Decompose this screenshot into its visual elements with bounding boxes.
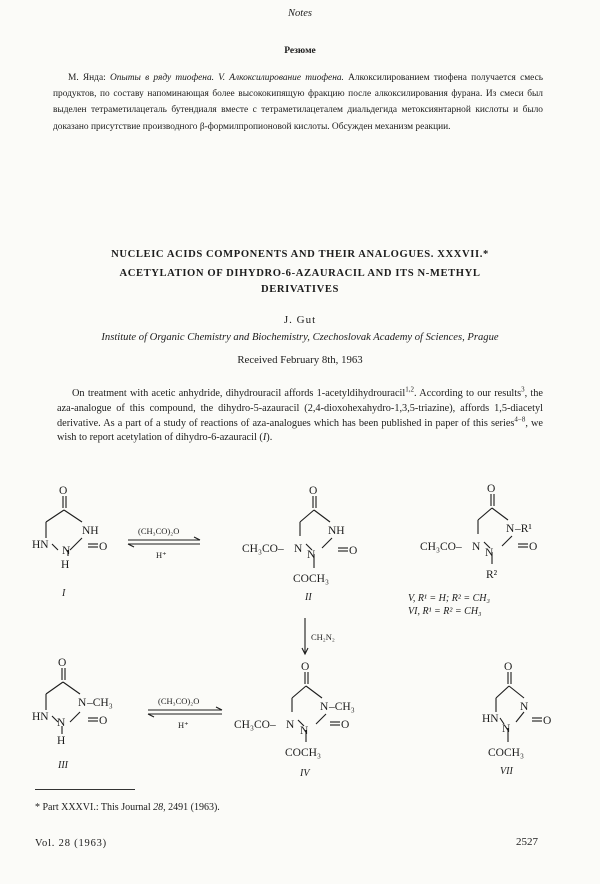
atom-N: N (506, 523, 515, 535)
atom-N: N (320, 701, 329, 713)
atom-O: O (529, 541, 538, 553)
compound-label-III: III (58, 760, 68, 771)
atom-NH: NH (328, 525, 345, 537)
abstract-title: Опыты в ряду тиофена. V. Алкоксилирование тиофена. (109, 73, 344, 83)
atom-O: O (59, 485, 68, 497)
atom-N: N (502, 723, 511, 735)
acetyl-substituent: COCH₃ (293, 573, 329, 585)
acetyl-group: CH₃CO– (234, 719, 276, 731)
page-number: 2527 (516, 836, 538, 848)
atom-O: O (99, 541, 108, 553)
footnote: * Part XXXVI.: This Journal 28, 2491 (1963). (35, 802, 220, 813)
atom-O: O (99, 715, 108, 727)
running-head: Notes (288, 8, 312, 19)
reagent-acetic-anhydride: (CH₃CO)₂O (158, 696, 200, 706)
reaction-scheme (0, 478, 600, 778)
atom-N: N (300, 725, 309, 737)
compound-label-II: II (305, 592, 312, 603)
resume-heading: Резюме (284, 46, 316, 56)
atom-N: N (62, 545, 71, 557)
ref-3: 3 (521, 385, 525, 394)
compound-label-I: I (62, 588, 66, 599)
compound-label-IV: IV (300, 768, 310, 778)
article-affiliation: Institute of Organic Chemistry and Biochemistry, Czechoslovak Academy of Sciences, Prague (101, 332, 499, 343)
atom-N: N (294, 543, 303, 555)
reagent-acid: H⁺ (178, 720, 189, 730)
acetyl-group: CH₃CO– (242, 543, 284, 555)
abstract-text: Алкоксилированием тиофена получается смесь продуктов, по составу напоминающая более высококипящую фракцию после алкоксилирования фурана. Из смеси был выделен тетраметилацеталь бутендиаля вместе с тетраметилацеталем диальдегида метоксиянтарной кислоты и было доказано присутствие производного β-формилпропионовой кислоты. Обсужден механизм реакции. (53, 73, 544, 132)
atom-N: N (485, 547, 494, 559)
substituent-R2: R² (486, 569, 498, 581)
article-title-line-2: ACETYLATION OF DIHYDRO-6-AZAURACIL AND ITS N-METHYL (119, 268, 481, 279)
atom-O: O (349, 545, 358, 557)
article-title-line-3: DERIVATIVES (260, 284, 340, 295)
atom-NH: NH (82, 525, 99, 537)
article-title-line-1: NUCLEIC ACIDS COMPONENTS AND THEIR ANALOGUES. XXXVII.* (111, 249, 489, 260)
acetyl-substituent: COCH₃ (488, 747, 524, 759)
atom-N: N (78, 697, 87, 709)
reagent-acid: H⁺ (156, 550, 167, 560)
atom-O: O (301, 661, 310, 673)
article-author: J. Gut (283, 314, 317, 326)
acetyl-substituent: COCH₃ (285, 747, 321, 759)
atom-H: H (57, 735, 66, 747)
atom-O: O (487, 483, 496, 495)
atom-O: O (341, 719, 350, 731)
compound-V-definition: V, R¹ = H; R² = CH₃ (408, 593, 490, 604)
reagent-diazomethane: CH₂N₂ (311, 632, 335, 642)
atom-HN: HN (32, 711, 49, 723)
atom-O: O (504, 661, 513, 673)
compound-VI-definition: VI, R¹ = R² = CH₃ (408, 606, 482, 617)
atom-O: O (58, 657, 67, 669)
atom-N: N (307, 549, 316, 561)
atom-HN: HN (482, 713, 499, 725)
atom-N: N (286, 719, 295, 731)
received-date: Received February 8th, 1963 (237, 354, 363, 366)
ref-4-8: 4−8 (514, 415, 526, 424)
journal-volume: Vol. 28 (1963) (35, 838, 107, 849)
footnote-rule (35, 789, 135, 790)
acetyl-group: CH₃CO– (420, 541, 462, 553)
methyl-group: –CH₃ (87, 697, 113, 709)
compound-label-VII: VII (500, 766, 513, 777)
atom-O: O (543, 715, 552, 727)
intro-paragraph: On treatment with acetic anhydride, dihydrouracil affords 1-acetyldihydrouracil$^{1,2}$. According to our results$^3$, the aza-analogue of this compound, the dihydro-5-azauracil (2,4-dioxohexahydro-1,3,5-triazine), affords 1,5-diacetyl derivative. As a part of a study of reactions of aza-analogues which has been published in paper of this series$^{4-8}$, we wish to report acetylation of dihydro-6-azauracil (I). (57, 385, 544, 444)
atom-N: N (57, 717, 66, 729)
atom-N: N (472, 541, 481, 553)
abstract-author: М. Янда: (68, 73, 106, 83)
atom-HN: HN (32, 539, 49, 551)
reagent-acetic-anhydride: (CH₃CO)₂O (138, 526, 180, 536)
compound-ref-I: I (262, 432, 267, 444)
methyl-group: –CH₃ (329, 701, 355, 713)
atom-N: N (520, 701, 529, 713)
substituent-R1: –R¹ (515, 523, 532, 535)
atom-O: O (309, 485, 318, 497)
ref-1-2: 1,2 (405, 385, 415, 394)
russian-abstract (53, 70, 543, 135)
atom-H: H (61, 559, 70, 571)
